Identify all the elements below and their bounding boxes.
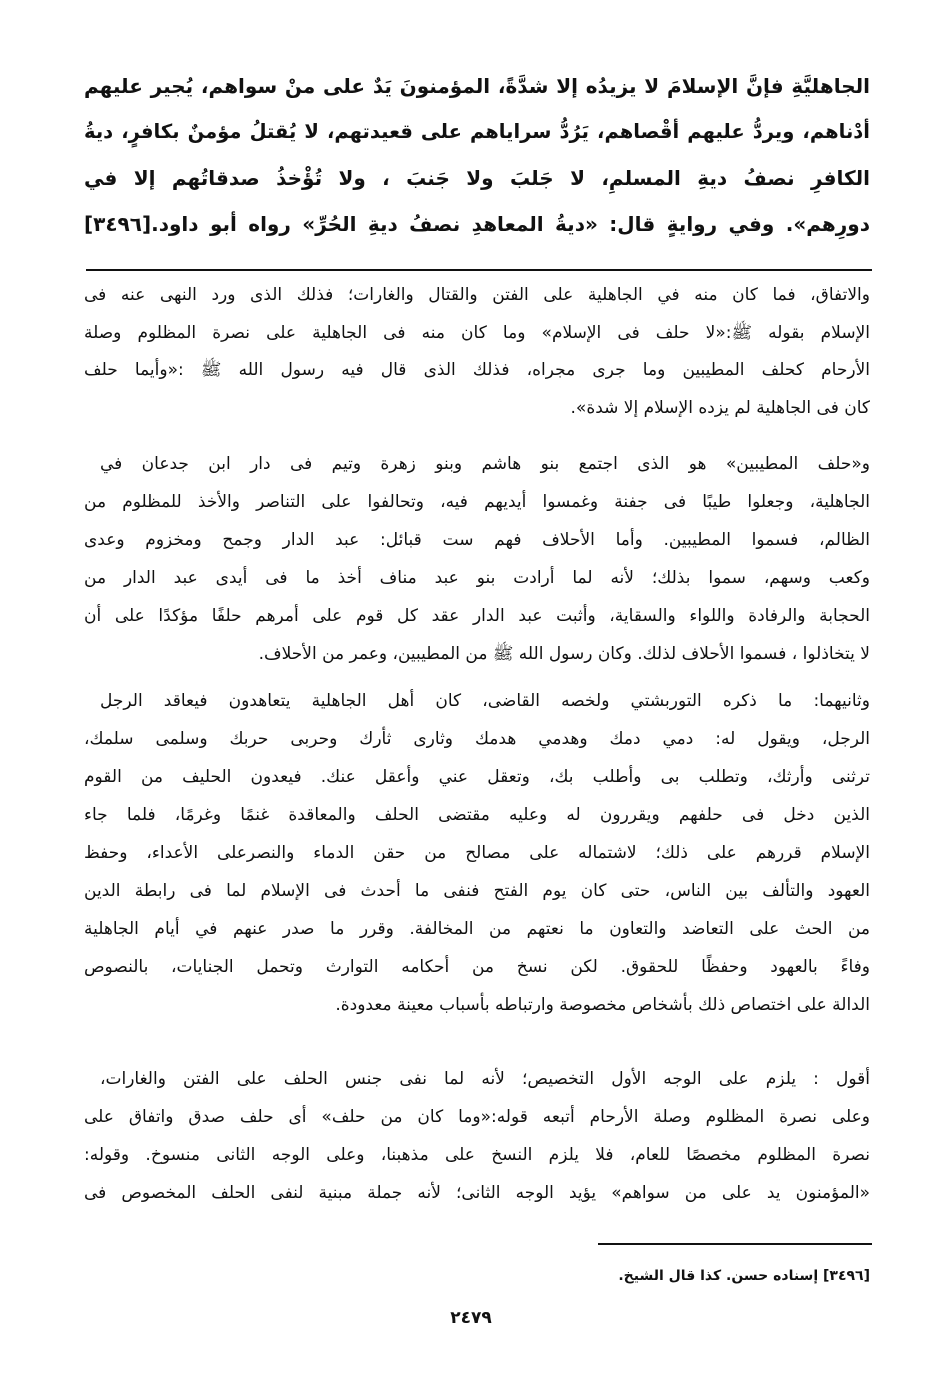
footnote-rule (598, 1243, 872, 1245)
hadith-line: الجاهليَّةِ فإنَّ الإسلامَ لا يزيدُه إلا شدَّةً، المؤمنونَ يَدٌ على منْ سواهم، يُجير عليهم (84, 74, 870, 98)
text-line: أقول : يلزم على الوجه الأول التخصيص؛ لأنه لما نفى جنس الحلف على الفتن والغارات، (100, 1069, 870, 1089)
text-line: وعلى نصرة المظلوم وصلة الأرحام أتبعه قوله:«وما كان من حلف» أى حلف صدق واتفاق على (84, 1107, 870, 1127)
text-line: وكعب وسهم، سموا بذلك؛ لأنه لما أرادت بنو عبد مناف أخذ ما فى أيدى عبد الدار من (84, 568, 870, 588)
text-line: الدالة على اختصاص ذلك بأشخاص مخصوصة وارتباطه بأسباب معينة معدودة. (335, 995, 870, 1015)
hadith-line: أدْناهم، ويردُّ عليهم أقْصاهم، يَرُدُّ سراياهم على قعيدتهم، لا يُقتلُ مؤمنٌ بكافرٍ، ديةُ (84, 120, 870, 143)
text-line: و«حلف المطيبين» هو الذى اجتمع بنو هاشم وبنو زهرة وتيم فى دار ابن جدعان في (100, 454, 870, 474)
separator-rule (86, 269, 872, 271)
text-line: نصرة المظلوم مخصصًا للعام، فلا يلزم النسخ على مذهبنا، وعلى الوجه الثانى منسوخ. وقوله: (84, 1145, 870, 1165)
text-line: لا يتخاذلوا ، فسموا الأحلاف لذلك. وكان رسول الله ﷺ من المطيبين، وعمر من الأحلاف. (258, 644, 870, 664)
text-line: ترثنى وأرثك، وتطلب بى وأطلب بك، وتعقل عني وأعقل عنك. فيعدون الحليف من القوم (84, 767, 870, 787)
text-line: من الحث على التعاضد والتعاون ما نعتهم من المخالفة. وقرر ما صدر عنهم في أيام الجاهلية (84, 919, 870, 939)
text-line: العهود والتألف بين الناس، حتى كان يوم الفتح فنفى ما أحدث فى الإسلام لما فى رابطة الدين (84, 881, 870, 901)
text-line: «المؤمنون يد على من سواهم» يؤيد الوجه الثانى؛ لأنه جملة مبنية لنفى الحلف المخصوص فى (84, 1183, 870, 1203)
footnote: [٣٤٩٦] إسناده حسن. كذا قال الشيخ. (618, 1268, 870, 1284)
text-line: الرجل، ويقول له: دمي دمك وهدمي هدمك وثارى ثأرك وحربى حربك وسلمى سلمك، (84, 729, 870, 749)
text-line: الإسلام قررهم على ذلك؛ لاشتماله على مصالح من حقن الدماء والنصرعلى الأعداء، وحفظ (84, 843, 870, 863)
text-line: كان فى الجاهلية لم يزده الإسلام إلا شدة». (570, 398, 870, 418)
page-number: ٢٤٧٩ (450, 1308, 492, 1328)
text-line: وثانيهما: ما ذكره التوربشتي ولخصه القاضى، كان أهل الجاهلية يتعاهدون فيعاقد الرجل (100, 691, 870, 711)
hadith-line: دورِهم». وفي روايةٍ قال: «ديةُ المعاهدِ نصفُ ديةِ الحُرِّ» رواه أبو داود.[٣٤٩٦] (84, 212, 870, 236)
text-line: الظالم، فسموا المطيبين. وأما الأحلاف فهم ست قبائل: عبد الدار وجمح ومخزوم وعدى (84, 530, 870, 550)
text-line: الجاهلية، وجعلوا طيبًا فى جفنة وغمسوا أيديهم فيه، وتحالفوا على التناصر والأخذ للمظلوم من (84, 492, 870, 512)
text-line: الأرحام كحلف المطيبين وما جرى مجراه، فذلك الذى قال فيه رسول الله ﷺ :«وأيما حلف (84, 360, 870, 380)
text-line: والاتفاق، فما كان منه في الجاهلية على الفتن والقتال والغارات؛ فذلك الذى ورد النهى عنه فى (84, 285, 870, 305)
text-line: الحجابة والرفادة واللواء والسقاية، وأثبت عبد الدار عقد كل قوم على أمرهم حلفًا مؤكدًا على أن (84, 606, 870, 626)
hadith-line: الكافرِ نصفُ ديةِ المسلمِ، لا جَلبَ ولا جَنبَ ، ولا تُؤْخذُ صدقاتُهم إلا في (84, 166, 870, 190)
text-line: وفاءً بالعهود وحفظًا للحقوق. لكن نسخ من أحكامه التوارث وتحمل الجنايات، بالنصوص (84, 957, 870, 977)
text-line: الإسلام بقوله ﷺ:«لا حلف فى الإسلام» وما كان منه فى الجاهلية على نصرة المظلوم وصلة (84, 323, 870, 343)
text-line: الذين دخل فى حلفهم ويقررون له وعليه مقتضى الحلف والمعاقدة غنمًا وغرمًا، فلما جاء (84, 805, 870, 825)
